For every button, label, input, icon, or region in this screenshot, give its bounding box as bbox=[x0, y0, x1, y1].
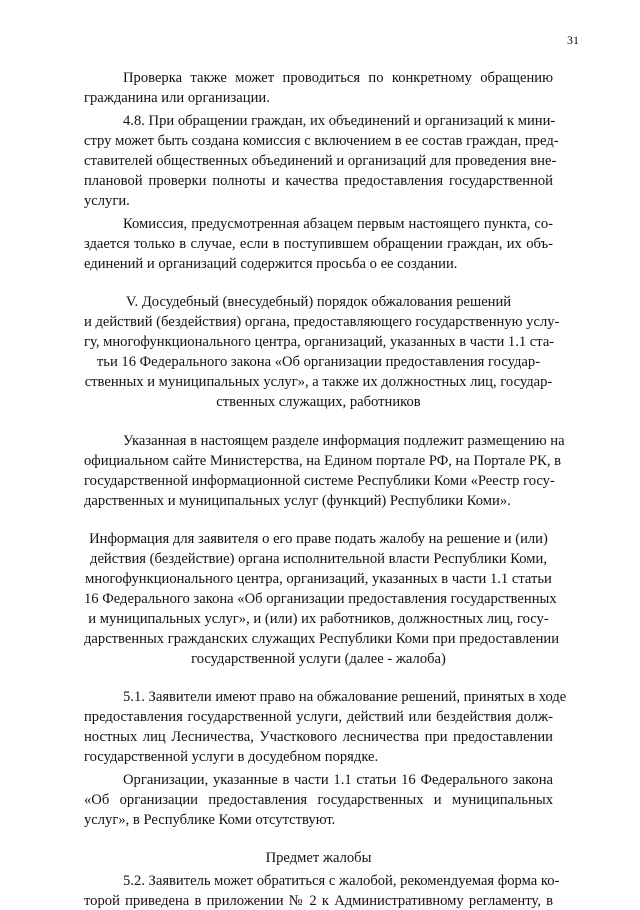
p-organizations-line: Организации, указанные в части 1.1 статьи 16 Федерального закона bbox=[123, 772, 553, 788]
info-heading-line: действия (бездействие) органа исполнительной власти Республики Коми, bbox=[90, 551, 547, 567]
p-5-2-line: торой приведена в приложении № 2 к Административному регламенту, в bbox=[84, 893, 553, 909]
info-heading-line: Информация для заявителя о его праве подать жалобу на решение и (или) bbox=[89, 531, 548, 547]
p-5-1-line: ностных лиц Лесничества, Участкового лесничества при предоставлении bbox=[84, 729, 553, 745]
p-publication-line: государственной информационной системе Республики Коми «Реестр госу- bbox=[84, 473, 555, 489]
p-commission-line: единений и организаций содержится просьба о ее создании. bbox=[84, 256, 458, 272]
p-check-request-line: Проверка также может проводиться по конкретному обращению bbox=[123, 70, 553, 86]
p-publication-line: официальном сайте Министерства, на Едином портале РФ, на Портале РК, в bbox=[84, 453, 562, 469]
p-5-1-line: предоставления государственной услуги, действий или бездействия долж- bbox=[84, 709, 553, 725]
p-check-request-line: гражданина или организации. bbox=[84, 90, 270, 106]
p-4-8-line: услуги. bbox=[84, 193, 130, 209]
p-5-1-line: государственной услуги в досудебном порядке. bbox=[84, 749, 379, 765]
info-heading-line: и муниципальных услуг», и (или) их работников, должностных лиц, госу- bbox=[88, 611, 549, 627]
p-publication-line: Указанная в настоящем разделе информация подлежит размещению на bbox=[123, 433, 565, 449]
page-number: 31 bbox=[567, 33, 579, 47]
info-heading-line: государственной услуги (далее - жалоба) bbox=[191, 651, 446, 667]
p-5-2-line: 5.2. Заявитель может обратиться с жалобой, рекомендуемая форма ко- bbox=[123, 873, 560, 889]
section-v-heading-line: и действий (бездействия) органа, предоставляющего государственную услу- bbox=[84, 314, 560, 330]
section-v-heading-line: ственных служащих, работников bbox=[216, 394, 421, 410]
p-publication-line: дарственных и муниципальных услуг (функций) Республики Коми». bbox=[84, 493, 511, 509]
p-5-1-line: 5.1. Заявители имеют право на обжалование решений, принятых в ходе bbox=[123, 689, 567, 705]
p-commission-line: здается только в случае, если в поступившем обращении граждан, их объ- bbox=[84, 236, 553, 252]
p-4-8-line: ставителей общественных объединений и организаций для проведения вне- bbox=[84, 153, 557, 169]
info-heading-line: многофункционального центра, организаций, указанных в части 1.1 статьи bbox=[85, 571, 552, 587]
p-4-8-line: плановой проверки полноты и качества предоставления государственной bbox=[84, 173, 553, 189]
info-heading-line: дарственных гражданских служащих Республики Коми при предоставлении bbox=[84, 631, 560, 647]
p-organizations-line: услуг», в Республике Коми отсутствуют. bbox=[84, 812, 336, 828]
p-organizations-line: «Об организации предоставления государственных и муниципальных bbox=[84, 792, 553, 808]
section-v-heading-line: ственных и муниципальных услуг», а также их должностных лиц, государ- bbox=[84, 374, 553, 390]
info-heading-line: 16 Федерального закона «Об организации предоставления государственных bbox=[84, 591, 557, 607]
section-v-heading-line: V. Досудебный (внесудебный) порядок обжалования решений bbox=[125, 294, 512, 310]
section-v-heading-line: гу, многофункционального центра, организаций, указанных в части 1.1 ста- bbox=[84, 334, 555, 350]
p-4-8-line: 4.8. При обращении граждан, их объединений и организаций к мини- bbox=[123, 113, 556, 129]
subject-heading-line: Предмет жалобы bbox=[265, 850, 372, 866]
p-4-8-line: стру может быть создана комиссия с включением в ее состав граждан, пред- bbox=[84, 133, 559, 149]
p-commission-line: Комиссия, предусмотренная абзацем первым настоящего пункта, со- bbox=[123, 216, 553, 232]
section-v-heading-line: тьи 16 Федерального закона «Об организации предоставления государ- bbox=[96, 354, 541, 370]
